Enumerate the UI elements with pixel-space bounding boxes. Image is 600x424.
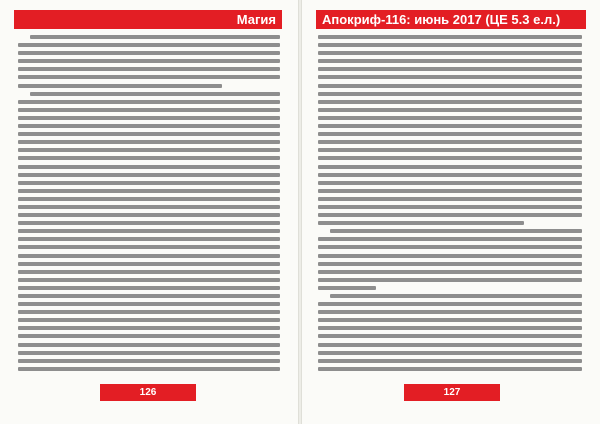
right-page — [302, 0, 600, 424]
left-page-text — [18, 33, 280, 375]
left-page — [0, 0, 298, 424]
left-page-number: 126 — [100, 384, 196, 401]
right-page-header: Апокриф-116: июнь 2017 (ЦЕ 5.3 е.л.) — [316, 10, 586, 29]
left-page-header: Магия — [14, 10, 282, 29]
right-page-text — [318, 33, 582, 375]
right-page-number: 127 — [404, 384, 500, 401]
